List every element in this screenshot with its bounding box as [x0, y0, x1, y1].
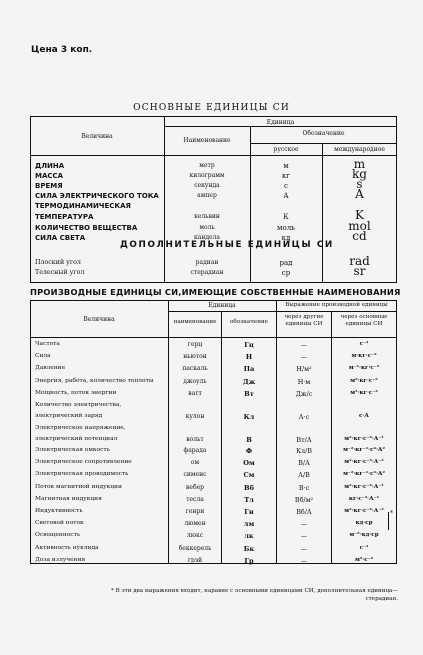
t1-row-intl: cd [352, 229, 367, 243]
t1-supp-ru: ср [281, 269, 291, 277]
t2-header-via-base: через основные единицы СИ [340, 314, 388, 327]
t2-row-via-other: Н/м² [296, 365, 312, 374]
t2-row-symbol: лм [243, 520, 255, 529]
t1-row-intl: kg [352, 167, 367, 181]
t2-row-via-other: Н·м [297, 377, 311, 386]
t2-header-designation: обозначение [230, 319, 268, 325]
asterisk-mark: * [390, 510, 393, 517]
t1-header-unit: Единица [266, 119, 295, 126]
t2-row-symbol: Дж [242, 377, 256, 386]
t1-row-intl: m [353, 157, 366, 171]
t2-row-via-base: м²·кг·с⁻²·А⁻² [344, 508, 384, 514]
t1-supp-quantity: Телесный угол [35, 269, 85, 276]
t1-row-name: килограмм [189, 172, 225, 179]
t2-row-via-other: Кл/В [296, 447, 312, 455]
t1-supp-name: стерадиан [190, 269, 224, 276]
t2-row-name: люмен [184, 520, 206, 528]
t2-row-quantity: Индуктивность [35, 508, 83, 514]
t2-row-name: ньютон [183, 353, 207, 361]
t2-row-symbol: Па [243, 365, 255, 374]
t2-header-name: наименование [173, 319, 217, 325]
t1-row-name: кельвин [194, 213, 220, 220]
t2-header-expression: Выражение производной единицы [285, 302, 388, 308]
t2-header-quantity: Величина [83, 316, 115, 323]
price-label: Цена 3 коп. [31, 45, 93, 55]
t1-row-ru: моль [277, 224, 295, 232]
t1-row-quantity: ВРЕМЯ [35, 182, 63, 190]
t2-row-via-base: м²·кг·с⁻³·А⁻² [344, 459, 384, 466]
t2-row-via-other: — [300, 353, 308, 362]
t2-row-via-base: м⁻²·кг⁻¹·с⁴·А² [343, 447, 385, 453]
t2-row-symbol: Вт [244, 389, 254, 398]
t2-row-via-base: м·кг·с⁻² [351, 353, 377, 360]
t2-row-via-other: А·с [298, 413, 310, 421]
t2-row-name: кулон [185, 413, 205, 420]
t2-row-name: грэй [187, 556, 203, 564]
t1-row-quantity: ТЕРМОДИНАМИЧЕСКАЯ [35, 202, 131, 210]
t2-row-quantity: Сила [35, 353, 51, 360]
t2-row-quantity: Освещенность [35, 532, 81, 539]
t2-row-quantity: Давление [35, 365, 66, 372]
t2-row-via-other: Дж/с [295, 389, 313, 398]
t2-row-via-other: Вт/А [296, 435, 312, 444]
t2-row-quantity: электрический заряд [35, 413, 103, 419]
t2-row-name: люкс [186, 532, 204, 540]
t1-row-name: моль [199, 224, 215, 231]
t1-row-name: кандела [194, 234, 220, 241]
t2-row-quantity: Активность нуклида [35, 544, 99, 551]
t2-row-symbol: Гн [244, 508, 254, 516]
t2-row-symbol: Н [245, 353, 253, 362]
t2-row-symbol: В [246, 435, 252, 444]
t2-row-quantity: Электрическое сопротивление [35, 459, 132, 466]
t2-row-name: джоуль [183, 377, 207, 385]
t2-row-name: тесла [186, 495, 204, 503]
t2-header-via-other: через другие единицы СИ [284, 314, 324, 327]
t2-row-via-other: А/В [298, 471, 310, 480]
t2-row-via-other: В·с [298, 483, 310, 492]
t2-row-via-base: м⁻¹·кг·с⁻² [348, 365, 380, 372]
t2-row-name: ом [190, 459, 200, 467]
t2-row-symbol: Гц [244, 341, 254, 349]
t2-row-quantity: Мощность, поток энергии [35, 389, 117, 396]
supplementary-units-title: ДОПОЛНИТЕЛЬНЫЕ ЕДИНИЦЫ СИ [120, 240, 334, 250]
t2-row-quantity: электрический потенциал [35, 435, 118, 442]
footnote: * В эти два выражения входит, наравне с основными единицами СИ, дополнительная единица—стерадиан. [111, 588, 398, 602]
t1-row-name: ампер [197, 192, 217, 199]
t2-row-name: вольт [186, 435, 204, 443]
t2-row-symbol: Кл [243, 413, 255, 421]
t1-row-intl: K [355, 208, 364, 222]
t2-row-via-base: с⁻¹ [359, 544, 369, 551]
t1-row-name: метр [199, 162, 215, 169]
t1-row-name: секунда [194, 182, 220, 189]
t2-row-via-other: — [300, 520, 308, 529]
t2-header-unit: Единица [208, 302, 236, 309]
t2-row-quantity: Световой поток [35, 520, 84, 527]
t2-row-name: фарада [183, 447, 207, 454]
t1-header-quantity: Величина [81, 133, 113, 140]
t1-row-intl: mol [348, 219, 371, 233]
t1-row-ru: с [284, 182, 288, 190]
t1-row-ru: м [283, 162, 289, 170]
t2-row-quantity: Количество электричества, [35, 402, 122, 408]
t1-supp-quantity: Плоский угол [35, 259, 81, 266]
t2-row-via-base: кг·с⁻²·А⁻¹ [348, 495, 380, 502]
t1-supp-ru: рад [279, 259, 293, 267]
t1-row-quantity: МАССА [35, 172, 64, 180]
t1-supp-intl: sr [353, 264, 366, 278]
t1-row-quantity: КОЛИЧЕСТВО ВЕЩЕСТВА [35, 224, 138, 232]
t1-row-quantity: СИЛА ЭЛЕКТРИЧЕСКОГО ТОКА [35, 192, 159, 200]
t1-row-ru: А [283, 192, 289, 200]
t2-row-quantity: Электрическая проводимость [35, 471, 129, 478]
t2-row-via-base: м²·кг·с⁻² [350, 377, 378, 384]
t1-supp-name: радиан [195, 259, 219, 266]
t2-row-via-base: м²·кг·с⁻³ [350, 389, 378, 396]
t2-row-via-base: м²·с⁻² [354, 556, 374, 563]
t2-row-symbol: См [243, 471, 255, 480]
t2-row-name: сименс [183, 471, 207, 479]
t1-supp-intl: rad [349, 254, 370, 268]
t2-row-quantity: Поток магнитной индукции [35, 483, 122, 490]
t1-row-ru: кд [281, 234, 291, 242]
t1-row-intl: s [356, 177, 363, 191]
t2-row-via-base: м⁻²·кд·ср [349, 532, 379, 539]
t2-row-quantity: Доза излучения [35, 556, 86, 563]
t1-row-ru: К [283, 213, 289, 221]
t2-row-via-other: — [300, 532, 308, 541]
t2-row-symbol: лк [244, 532, 254, 541]
t2-row-name: генри [185, 508, 205, 515]
t2-row-via-base: м²·кг·с⁻³·А⁻¹ [344, 435, 384, 442]
t2-row-name: паскаль [182, 365, 208, 373]
t2-row-via-other: Вб/м² [294, 495, 314, 504]
t2-row-quantity: Магнитная индукция [35, 495, 102, 502]
t1-header-name: Наименование [183, 137, 231, 144]
t2-row-via-other: — [300, 556, 308, 565]
table2-title: ПРОИЗВОДНЫЕ ЕДИНИЦЫ СИ,ИМЕЮЩИЕ СОБСТВЕННЫЕ НАИМЕНОВАНИЯ [30, 287, 401, 297]
table1-title: ОСНОВНЫЕ ЕДИНИЦЫ СИ [133, 103, 290, 113]
t2-row-via-base: с·А [359, 413, 369, 419]
t2-row-quantity: Энергия, работа, количество теплоты [35, 377, 154, 384]
t1-header-international: международное [334, 146, 385, 153]
t2-row-symbol: Тл [244, 495, 254, 504]
t2-row-via-base: с⁻¹ [359, 341, 369, 347]
t1-row-quantity: ДЛИНА [35, 162, 65, 170]
t2-row-via-base: кд·ср [355, 520, 373, 527]
t2-row-symbol: Ф [245, 447, 253, 455]
t2-row-via-other: В/А [298, 459, 310, 468]
t1-row-quantity: ТЕМПЕРАТУРА [35, 213, 94, 221]
t2-row-name: герц [187, 341, 203, 348]
t2-row-symbol: Вб [244, 483, 254, 492]
t2-row-quantity: Частота [35, 341, 60, 347]
t2-row-name: беккерель [178, 544, 212, 552]
t2-row-symbol: Ом [243, 459, 255, 468]
t2-row-via-base: м²·кг·с⁻²·А⁻¹ [344, 483, 384, 490]
t2-row-symbol: Бк [243, 544, 255, 553]
t1-header-russian: русское [273, 146, 299, 153]
t2-row-symbol: Гр [244, 556, 254, 565]
t2-row-name: вебер [186, 483, 204, 491]
t2-row-via-other: Вб/А [296, 508, 312, 516]
t2-row-quantity: Электрическая емкость [35, 447, 110, 453]
t1-row-intl: A [355, 187, 364, 201]
t2-row-name: ватт [188, 389, 202, 397]
t2-row-via-other: — [300, 544, 308, 553]
t2-row-quantity: Электрическое напряжение, [35, 424, 126, 431]
t1-row-ru: кг [281, 172, 291, 180]
t1-header-designation: Обозначение [302, 130, 345, 137]
t2-row-via-other: — [300, 341, 308, 349]
t2-row-via-base: м⁻²·кг⁻¹·с³·А² [343, 471, 385, 478]
t1-row-quantity: СИЛА СВЕТА [35, 234, 86, 242]
